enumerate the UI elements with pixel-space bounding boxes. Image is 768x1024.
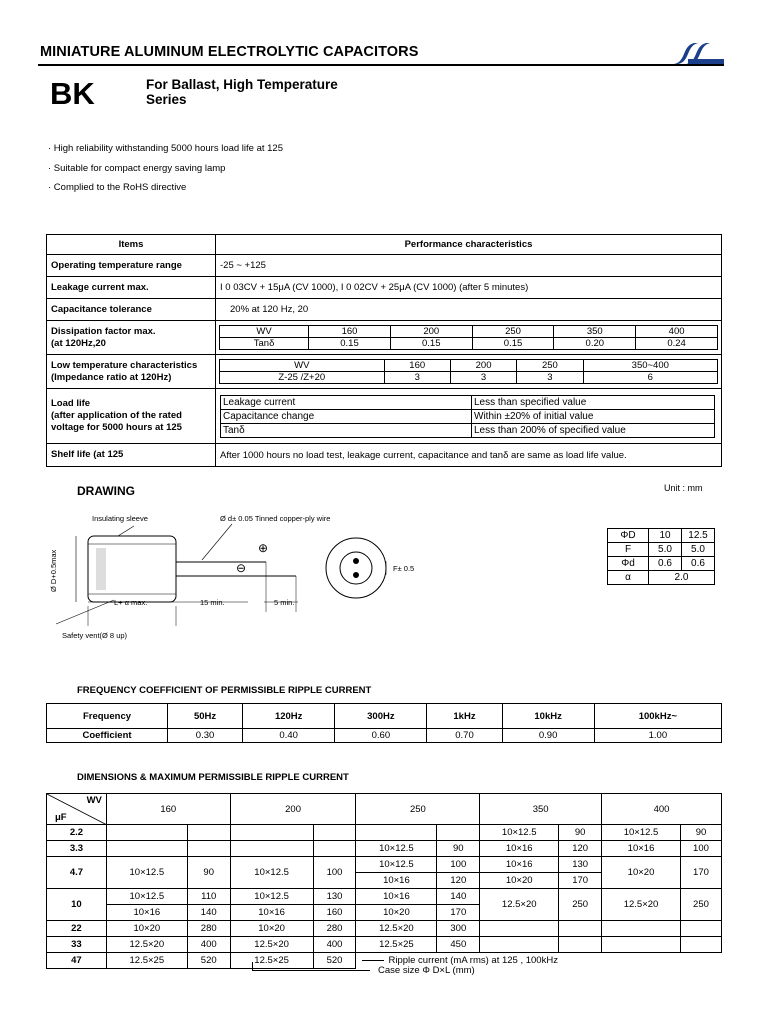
- ripple-table: [46, 793, 722, 969]
- lt-wv-cell: 160: [384, 360, 450, 372]
- current-cell: 450: [437, 937, 480, 953]
- load-life-criterion: Less than specified value: [472, 395, 715, 409]
- lt-z-cell: 6: [583, 372, 717, 384]
- size-cell: 10×12.5: [602, 825, 681, 841]
- size-cell: [230, 841, 313, 857]
- freq-cell: 120Hz: [243, 704, 335, 729]
- load-life-item: Tanδ: [221, 423, 472, 437]
- voltage-header: 200: [230, 794, 356, 825]
- current-cell: 170: [559, 873, 602, 889]
- df-cell: [216, 321, 722, 355]
- current-cell: 520: [313, 953, 356, 969]
- size-cell: [480, 937, 559, 953]
- document-title: MINIATURE ALUMINUM ELECTROLYTIC CAPACITORS: [40, 44, 419, 60]
- current-cell: 400: [313, 937, 356, 953]
- load-life-cell: [216, 389, 722, 444]
- ripple-section-title: DIMENSIONS & MAXIMUM PERMISSIBLE RIPPLE CURRENT: [77, 772, 349, 783]
- dim-label: Φd: [608, 557, 649, 571]
- lt-label: [47, 355, 216, 389]
- size-cell: 12.5×20: [356, 921, 437, 937]
- dim-value: 2.0: [649, 571, 715, 585]
- size-cell: 10×16: [230, 905, 313, 921]
- df-tan-cell: 0.24: [636, 338, 718, 350]
- size-cell: [106, 825, 187, 841]
- size-cell: 10×20: [356, 905, 437, 921]
- dim-value: 5.0: [682, 543, 715, 557]
- size-cell: 12.5×20: [106, 937, 187, 953]
- lead-length-label: 15 min.: [200, 598, 225, 607]
- spec-table: [46, 234, 722, 467]
- capacitor-drawing: [36, 500, 596, 650]
- dim-label: ΦD: [608, 529, 649, 543]
- current-cell: [680, 937, 721, 953]
- current-cell: [187, 825, 230, 841]
- current-cell: [187, 841, 230, 857]
- load-life-line1: Load life: [51, 398, 91, 409]
- lt-wv-cell: 200: [450, 360, 516, 372]
- cap-cell: 47: [47, 953, 107, 969]
- voltage-header: 400: [602, 794, 722, 825]
- current-cell: 100: [680, 841, 721, 857]
- current-cell: 170: [680, 857, 721, 889]
- minus-icon: ⊖: [236, 561, 247, 575]
- insulating-sleeve-label: Insulating sleeve: [92, 514, 148, 523]
- df-wv-cell: 200: [390, 326, 472, 338]
- series-code: BK: [50, 76, 95, 111]
- coef-cell: 0.60: [335, 729, 427, 743]
- current-cell: [437, 825, 480, 841]
- size-cell: 10×12.5: [106, 857, 187, 889]
- uf-label: μF: [55, 812, 67, 823]
- lt-wv-cell: 350~400: [583, 360, 717, 372]
- shelf-life-label: Shelf life (at 125: [47, 444, 216, 467]
- freq-section-title: FREQUENCY COEFFICIENT OF PERMISSIBLE RIPPLE CURRENT: [77, 685, 372, 696]
- cap-tolerance-value: 20% at 120 Hz, 20: [216, 299, 722, 321]
- cap-cell: 10: [47, 889, 107, 921]
- load-life-label: [47, 389, 216, 444]
- current-cell: 140: [187, 905, 230, 921]
- load-life-criterion: Less than 200% of specified value: [472, 423, 715, 437]
- voltage-header: 160: [106, 794, 230, 825]
- lead-offset-label: 5 min.: [274, 598, 295, 607]
- size-cell: 10×20: [106, 921, 187, 937]
- freq-cell: 50Hz: [168, 704, 243, 729]
- size-cell: 12.5×20: [480, 889, 559, 921]
- dim-value: 5.0: [649, 543, 682, 557]
- df-wv-cell: WV: [220, 326, 309, 338]
- df-tan-cell: 0.20: [554, 338, 636, 350]
- voltage-header: 250: [356, 794, 480, 825]
- lt-wv-cell: WV: [220, 360, 385, 372]
- df-wv-cell: 160: [309, 326, 391, 338]
- series-title-line1: For Ballast, High Temperature: [146, 77, 338, 92]
- lt-label-line1: Low temperature characteristics: [51, 359, 198, 371]
- coef-label: Coefficient: [47, 729, 168, 743]
- freq-cell: 300Hz: [335, 704, 427, 729]
- freq-cell: 10kHz: [502, 704, 594, 729]
- dim-value: 0.6: [682, 557, 715, 571]
- size-cell: 10×20: [480, 873, 559, 889]
- wire-label: Ø d± 0.05 Tinned copper-ply wire: [220, 514, 331, 523]
- lt-z-cell: Z-25 /Z+20: [220, 372, 385, 384]
- plus-icon: ⊕: [258, 541, 269, 555]
- cap-cell: 22: [47, 921, 107, 937]
- coef-cell: 0.70: [427, 729, 502, 743]
- lt-wv-cell: 250: [517, 360, 583, 372]
- current-cell: 130: [313, 889, 356, 905]
- drawing-title: DRAWING: [77, 484, 135, 498]
- size-cell: 10×16: [356, 889, 437, 905]
- size-cell: 12.5×20: [602, 889, 681, 921]
- dim-label: α: [608, 571, 649, 585]
- load-life-criterion: Within ±20% of initial value: [472, 409, 715, 423]
- shelf-life-value: After 1000 hours no load test, leakage current, capacitance and tanδ are same as load life value.: [216, 444, 722, 467]
- size-cell: [602, 937, 681, 953]
- df-tan-cell: 0.15: [390, 338, 472, 350]
- header-rule: [38, 64, 724, 66]
- size-cell: 10×16: [106, 905, 187, 921]
- df-tan-cell: 0.15: [309, 338, 391, 350]
- feature-item: · Complied to the RoHS directive: [48, 182, 187, 193]
- df-tan-cell: Tanδ: [220, 338, 309, 350]
- coef-cell: 0.30: [168, 729, 243, 743]
- current-cell: 300: [437, 921, 480, 937]
- load-life-item: Leakage current: [221, 395, 472, 409]
- size-cell: 10×12.5: [106, 889, 187, 905]
- df-table: [219, 325, 718, 350]
- current-cell: 280: [187, 921, 230, 937]
- legend-arrow-current: [362, 960, 384, 961]
- current-cell: 250: [680, 889, 721, 921]
- cap-cell: 4.7: [47, 857, 107, 889]
- current-cell: 160: [313, 905, 356, 921]
- legend-bracket: [252, 962, 271, 971]
- lt-z-cell: 3: [517, 372, 583, 384]
- current-cell: 100: [313, 857, 356, 889]
- current-cell: 120: [437, 873, 480, 889]
- coef-cell: 0.90: [502, 729, 594, 743]
- length-label: L+ α max.: [114, 598, 148, 607]
- size-cell: 10×16: [602, 841, 681, 857]
- current-cell: 90: [187, 857, 230, 889]
- size-cell: 10×12.5: [230, 857, 313, 889]
- cap-tolerance-label: Capacitance tolerance: [47, 299, 216, 321]
- size-cell: 10×16: [480, 857, 559, 873]
- current-cell: [313, 825, 356, 841]
- freq-label: Frequency: [47, 704, 168, 729]
- spec-header-items: Items: [47, 235, 216, 255]
- current-cell: 170: [437, 905, 480, 921]
- dim-label: F: [608, 543, 649, 557]
- current-cell: [559, 921, 602, 937]
- leakage-label: Leakage current max.: [47, 277, 216, 299]
- feature-list: [48, 139, 283, 198]
- op-temp-value: -25 ~ +125: [216, 255, 722, 277]
- df-label-line1: Dissipation factor max.: [51, 325, 156, 337]
- current-cell: 90: [437, 841, 480, 857]
- size-cell: [602, 921, 681, 937]
- current-cell: 120: [559, 841, 602, 857]
- lt-z-cell: 3: [450, 372, 516, 384]
- dimension-table: [607, 528, 715, 585]
- wv-label: WV: [86, 795, 102, 806]
- capacitor-end-view: [326, 538, 386, 598]
- legend-size-text: Case size Φ D×L (mm): [378, 965, 475, 976]
- brand-logo: [668, 40, 724, 66]
- ripple-corner-cell: [47, 794, 107, 825]
- size-cell: [356, 825, 437, 841]
- size-cell: 10×16: [480, 841, 559, 857]
- size-cell: 10×16: [356, 873, 437, 889]
- size-cell: [230, 825, 313, 841]
- lt-table: [219, 359, 718, 384]
- load-life-line2: (after application of the rated: [51, 410, 182, 421]
- voltage-header: 350: [480, 794, 602, 825]
- pitch-tolerance-label: F± 0.5: [393, 564, 415, 573]
- current-cell: 90: [559, 825, 602, 841]
- size-cell: 12.5×25: [356, 937, 437, 953]
- series-title-line2: Series: [146, 92, 187, 107]
- dim-value: 0.6: [649, 557, 682, 571]
- current-cell: 280: [313, 921, 356, 937]
- current-cell: 140: [437, 889, 480, 905]
- size-cell: [106, 841, 187, 857]
- load-life-table: [220, 395, 715, 438]
- size-cell: [480, 921, 559, 937]
- unit-label: Unit : mm: [664, 483, 703, 493]
- size-cell: 10×12.5: [230, 889, 313, 905]
- cap-cell: 2.2: [47, 825, 107, 841]
- load-life-line3: voltage for 5000 hours at 125: [51, 422, 182, 433]
- current-cell: 250: [559, 889, 602, 921]
- current-cell: 130: [559, 857, 602, 873]
- series-title: [146, 77, 338, 107]
- op-temp-label: Operating temperature range: [47, 255, 216, 277]
- df-wv-cell: 350: [554, 326, 636, 338]
- current-cell: [559, 937, 602, 953]
- lt-z-cell: 3: [384, 372, 450, 384]
- size-cell: 10×12.5: [356, 857, 437, 873]
- coef-cell: 0.40: [243, 729, 335, 743]
- diameter-label: Ø D+0.5max: [49, 549, 58, 592]
- cap-cell: 3.3: [47, 841, 107, 857]
- current-cell: 100: [437, 857, 480, 873]
- size-cell: 10×20: [602, 857, 681, 889]
- size-cell: 10×20: [230, 921, 313, 937]
- current-cell: 520: [187, 953, 230, 969]
- cap-cell: 33: [47, 937, 107, 953]
- size-cell: 10×12.5: [480, 825, 559, 841]
- safety-vent-label: Safety vent(Ø 8 up): [62, 631, 128, 640]
- current-cell: 90: [680, 825, 721, 841]
- df-wv-cell: 250: [472, 326, 554, 338]
- lt-cell: [216, 355, 722, 389]
- legend-current-text: Ripple current (mA rms) at 125 , 100kHz: [388, 955, 558, 967]
- size-cell: 10×12.5: [356, 841, 437, 857]
- spec-header-performance: Performance characteristics: [216, 235, 722, 255]
- feature-item: · Suitable for compact energy saving lamp: [48, 162, 226, 174]
- df-wv-cell: 400: [636, 326, 718, 338]
- df-label: [47, 321, 216, 355]
- size-cell: 12.5×25: [230, 953, 313, 969]
- feature-item: · High reliability withstanding 5000 hours load life at 125: [48, 143, 283, 154]
- freq-table: [46, 703, 722, 743]
- size-cell: 12.5×20: [230, 937, 313, 953]
- dim-value: 10: [649, 529, 682, 543]
- current-cell: [680, 921, 721, 937]
- df-tan-cell: 0.15: [472, 338, 554, 350]
- freq-cell: 1kHz: [427, 704, 502, 729]
- lt-label-line2: (Impedance ratio at 120Hz): [51, 371, 172, 383]
- legend-arrow-size: [270, 970, 370, 971]
- current-cell: [313, 841, 356, 857]
- coef-cell: 1.00: [594, 729, 721, 743]
- leakage-value: I 0 03CV + 15μA (CV 1000), I 0 02CV + 25μA (CV 1000) (after 5 minutes): [216, 277, 722, 299]
- current-cell: 110: [187, 889, 230, 905]
- df-label-line2: (at 120Hz,20: [51, 337, 106, 349]
- freq-cell: 100kHz~: [594, 704, 721, 729]
- load-life-item: Capacitance change: [221, 409, 472, 423]
- current-cell: 400: [187, 937, 230, 953]
- dim-value: 12.5: [682, 529, 715, 543]
- size-cell: 12.5×25: [106, 953, 187, 969]
